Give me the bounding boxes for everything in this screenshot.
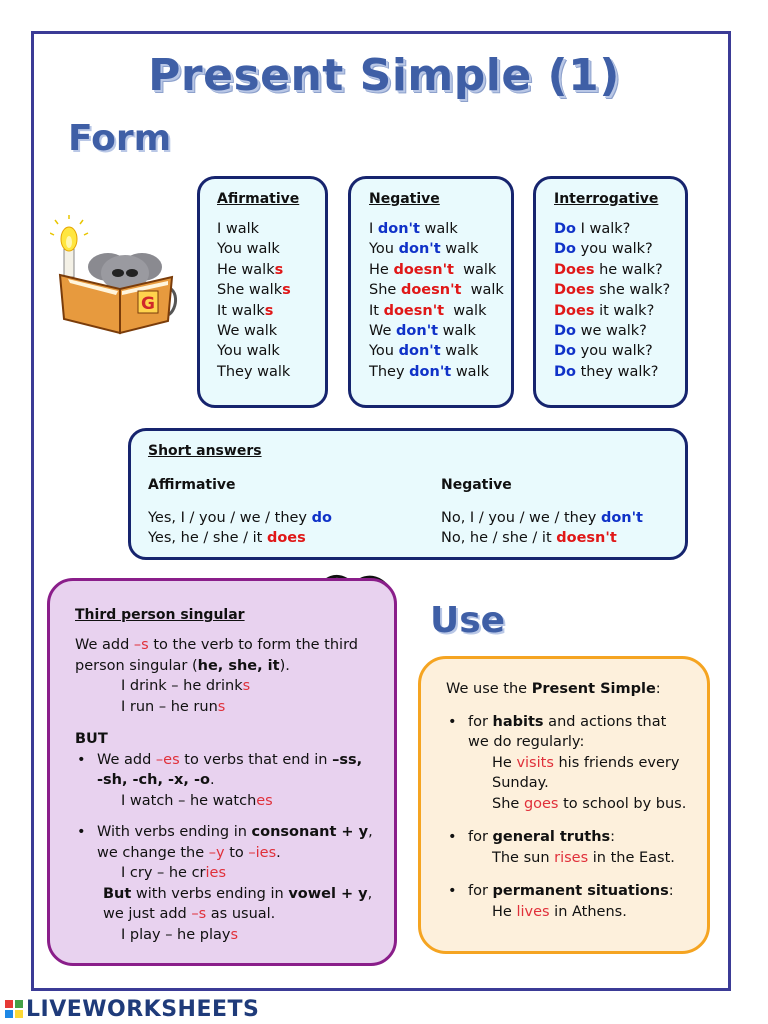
third-bullet-2 <box>75 822 378 863</box>
t: and actions that <box>543 713 667 730</box>
interrogative-line <box>554 362 685 382</box>
interrogative-box <box>533 176 688 408</box>
negative-line <box>369 341 511 361</box>
t: : <box>579 734 585 750</box>
t: for <box>468 829 493 845</box>
third-bullet-1 <box>75 750 378 791</box>
question: we walk? <box>576 323 647 340</box>
t: I cry – he cr <box>121 865 206 881</box>
t: lives <box>516 903 550 920</box>
t: vowel + y <box>288 885 368 902</box>
t: , <box>368 824 373 840</box>
t: s <box>242 678 251 694</box>
footer[interactable] <box>4 996 259 1022</box>
verb: walk <box>419 221 458 237</box>
question: you walk? <box>576 241 653 258</box>
interrogative-title: Interrogative <box>554 191 659 207</box>
t: es <box>256 792 273 809</box>
subject: You <box>369 241 399 258</box>
marker: doesn't <box>556 530 617 546</box>
short-neg-2 <box>441 528 617 548</box>
subject: She <box>369 282 401 299</box>
t: I run – he run <box>121 698 218 715</box>
t: With verbs ending in <box>97 824 252 840</box>
third-ex-2 <box>75 697 378 718</box>
use-ex-1 <box>446 753 697 794</box>
t: –s <box>191 906 207 922</box>
t: to <box>224 844 249 861</box>
subject: I <box>369 221 378 237</box>
verb-ending: s <box>264 302 274 319</box>
auxiliary: Do <box>554 221 576 237</box>
verb: walk <box>451 363 489 380</box>
question: it walk? <box>594 302 655 319</box>
t: : <box>668 883 674 899</box>
short-aff-label: Affirmative <box>148 477 236 493</box>
third-intro-1 <box>75 635 378 656</box>
third-ex-1 <box>75 676 378 697</box>
t: -sh, -ch, -x, -o <box>97 772 210 788</box>
interrogative-line <box>554 321 685 341</box>
negative-title: Negative <box>369 191 440 207</box>
t: to the verb to form the third <box>148 637 358 653</box>
negative-box <box>348 176 514 408</box>
interrogative-line <box>554 239 685 259</box>
marker: do <box>311 510 332 526</box>
t: , <box>367 885 373 902</box>
verb: walk <box>453 261 497 278</box>
t: She <box>492 795 524 812</box>
t: consonant + y <box>251 824 369 840</box>
bullet: • <box>77 824 86 840</box>
affirmative-line <box>217 341 325 361</box>
question: he walk? <box>594 261 663 278</box>
subject: He <box>369 261 394 278</box>
affirmative-line <box>217 219 325 239</box>
t: . <box>276 844 281 861</box>
verb-text: You walk <box>217 241 280 258</box>
auxiliary: don't <box>409 363 452 380</box>
interrogative-line <box>554 341 685 361</box>
affirmative-line <box>217 260 325 280</box>
use-bullet-3 <box>446 881 697 902</box>
svg-text:G: G <box>141 294 155 314</box>
marker: does <box>266 530 306 546</box>
verb-ending: s <box>274 261 284 278</box>
auxiliary: Do <box>554 363 576 380</box>
verb-text: She walk <box>217 282 283 299</box>
use-ex-4 <box>446 902 697 923</box>
auxiliary: Does <box>554 261 595 278</box>
affirmative-box <box>197 176 328 408</box>
t: to school by bus. <box>558 795 687 812</box>
t: with verbs ending in <box>131 885 289 902</box>
t: He <box>492 754 517 771</box>
interrogative-line <box>554 301 685 321</box>
verb-text: I walk <box>217 221 260 237</box>
verb-text: He walk <box>217 261 275 278</box>
interrogative-line <box>554 219 685 239</box>
t: s <box>230 926 239 943</box>
question: they walk? <box>576 363 659 380</box>
verb: walk <box>444 302 487 319</box>
third-ex-5 <box>75 925 378 946</box>
text: Yes, he / she / it <box>148 530 267 546</box>
verb-ending: s <box>282 282 291 299</box>
t: But <box>103 885 132 902</box>
t: as usual. <box>206 906 276 922</box>
use-ex-3 <box>446 848 697 869</box>
negative-line <box>369 260 511 280</box>
t: –y <box>208 844 225 861</box>
t: : <box>610 829 616 845</box>
interrogative-line <box>554 260 685 280</box>
auxiliary: Does <box>554 302 595 319</box>
t: I drink – he drink <box>121 678 243 694</box>
verb: walk <box>461 282 504 299</box>
interrogative-line <box>554 280 685 300</box>
t: we change the <box>97 844 209 861</box>
t: rises <box>554 849 589 866</box>
t: ). <box>279 657 290 674</box>
bullet: • <box>448 883 457 899</box>
short-neg-label: Negative <box>441 477 512 493</box>
affirmative-line <box>217 321 325 341</box>
third-ex-3 <box>75 791 378 812</box>
use-bullet-1 <box>446 712 697 753</box>
affirmative-line <box>217 280 325 300</box>
t: Present Simple <box>531 681 656 697</box>
third-but: BUT <box>75 731 108 747</box>
negative-line <box>369 301 511 321</box>
use-bullet-2 <box>446 827 697 848</box>
affirmative-line <box>217 301 325 321</box>
t: in the East. <box>588 849 675 866</box>
use-ex-2 <box>446 794 697 815</box>
t: –ies <box>248 844 277 861</box>
question: I walk? <box>576 221 631 237</box>
auxiliary: doesn't <box>383 302 445 319</box>
auxiliary: don't <box>396 323 439 340</box>
footer-brand: LIVEWORKSHEETS <box>26 996 260 1022</box>
bullet: • <box>448 829 457 845</box>
subject: You <box>369 343 399 360</box>
subject: They <box>369 363 410 380</box>
t: . <box>209 772 215 788</box>
short-answers-box <box>128 428 688 560</box>
t: for <box>468 883 493 899</box>
third-intro-2 <box>75 656 378 677</box>
negative-line <box>369 321 511 341</box>
text: Yes, I / you / we / they <box>148 510 312 526</box>
t: I play – he play <box>121 926 231 943</box>
t: We use the <box>446 681 532 697</box>
form-heading: Form <box>68 118 172 159</box>
t: permanent situations <box>492 883 669 899</box>
auxiliary: Does <box>554 282 595 299</box>
t: goes <box>523 795 559 812</box>
t: in Athens. <box>549 903 627 920</box>
interrogative-list <box>554 219 685 382</box>
t: He <box>492 903 517 920</box>
affirmative-list <box>217 219 325 382</box>
auxiliary: don't <box>398 343 441 360</box>
question: she walk? <box>594 282 671 299</box>
t: visits <box>516 754 554 771</box>
t: : <box>655 681 661 697</box>
third-ex-4 <box>75 863 378 884</box>
third-line-5 <box>75 884 378 905</box>
auxiliary: Do <box>554 323 576 340</box>
t: Sunday. <box>492 775 549 791</box>
auxiliary: Do <box>554 241 576 258</box>
bullet: • <box>77 751 86 768</box>
liveworksheets-logo-icon <box>4 999 24 1019</box>
third-line-6 <box>75 904 378 925</box>
verb-text: It walk <box>217 302 265 319</box>
t: The sun <box>492 849 555 866</box>
short-answers-title: Short answers <box>148 443 262 459</box>
negative-line <box>369 280 511 300</box>
t: he, she, it <box>197 657 280 674</box>
t: we do regularly <box>468 734 580 750</box>
use-box <box>418 656 710 954</box>
negative-line <box>369 219 511 239</box>
third-person-box <box>47 578 397 966</box>
t: –s <box>133 637 149 653</box>
t: We add <box>75 637 134 653</box>
negative-line <box>369 362 511 382</box>
t: habits <box>492 713 544 730</box>
t: for <box>468 713 493 730</box>
verb: walk <box>440 241 479 258</box>
t: to verbs that end in <box>179 751 333 768</box>
use-heading: Use <box>430 600 506 641</box>
page-title: Present Simple (1) <box>148 50 620 101</box>
negative-line <box>369 239 511 259</box>
auxiliary: don't <box>398 241 441 258</box>
short-neg-1 <box>441 508 643 528</box>
short-aff-2 <box>148 528 306 548</box>
t: I watch – he watch <box>121 792 257 809</box>
auxiliary: Do <box>554 343 576 360</box>
auxiliary: don't <box>377 221 420 237</box>
verb: walk <box>440 343 479 360</box>
affirmative-line <box>217 362 325 382</box>
t: –ss, <box>332 751 363 768</box>
short-aff-1 <box>148 508 332 528</box>
text: No, he / she / it <box>441 530 557 546</box>
affirmative-line <box>217 239 325 259</box>
t: his friends every <box>553 754 680 771</box>
affirmative-title: Afirmative <box>217 191 300 207</box>
t: we just add <box>103 906 192 922</box>
auxiliary: doesn't <box>400 282 462 299</box>
third-person-title: Third person singular <box>75 607 245 623</box>
negative-list <box>369 219 511 382</box>
t: s <box>217 698 226 715</box>
mouse-reading-book-icon <box>50 215 184 337</box>
use-intro <box>446 679 697 700</box>
t: general truths <box>492 829 611 845</box>
t: We add <box>97 751 156 768</box>
bullet: • <box>448 713 457 730</box>
t: –es <box>155 751 180 768</box>
verb-text: You walk <box>217 343 280 360</box>
verb: walk <box>438 323 476 340</box>
t: ies <box>205 865 227 881</box>
auxiliary: doesn't <box>393 261 454 278</box>
verb-text: We walk <box>217 323 278 340</box>
t: person singular ( <box>75 657 198 674</box>
marker: don't <box>600 510 643 526</box>
verb-text: They walk <box>217 363 291 380</box>
question: you walk? <box>576 343 653 360</box>
text: No, I / you / we / they <box>441 510 601 526</box>
subject: We <box>369 323 397 340</box>
subject: It <box>369 302 384 319</box>
